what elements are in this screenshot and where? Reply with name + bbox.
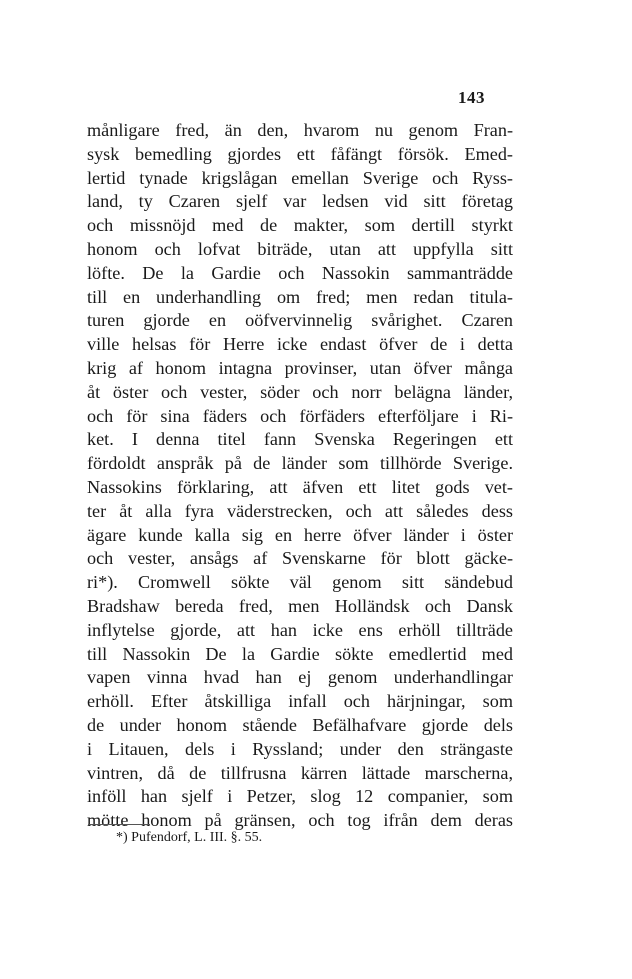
text-line: och vester, ansågs af Svenskarne för blott gäcke- xyxy=(87,548,513,569)
body-text xyxy=(87,119,513,833)
text-line: ägare kunde kalla sig en herre öfver länder i öster xyxy=(87,524,513,545)
text-line: fördoldt anspråk på de länder som tillhörde Sverige. xyxy=(87,453,513,474)
page-number: 143 xyxy=(458,88,485,107)
text-line: land, ty Czaren sjelf var ledsen vid sitt företag xyxy=(87,191,513,212)
text-line: inflytelse gjorde, att han icke ens erhöll tillträde xyxy=(87,619,513,640)
text-line: Bradshaw bereda fred, men Holländsk och Dansk xyxy=(87,595,513,616)
text-line: vapen vinna hvad han ej genom underhandlingar xyxy=(87,667,513,688)
text-line: löfte. De la Gardie och Nassokin sammanträdde xyxy=(87,262,513,283)
text-line: honom och lofvat biträde, utan att uppfylla sitt xyxy=(87,238,513,259)
text-line: mötte honom på gränsen, och tog ifrån dem deras xyxy=(87,810,513,831)
text-line: åt öster och vester, söder och norr belägna länder, xyxy=(87,381,513,402)
text-line: sysk bemedling gjordes ett fåfängt försök. Emed- xyxy=(87,143,513,164)
text-line: krig af honom intagna provinser, utan öfver många xyxy=(87,357,513,378)
text-line: månligare fred, än den, hvarom nu genom Fran- xyxy=(87,120,513,140)
text-line: ri*). Cromwell sökte väl genom sitt sändebud xyxy=(87,572,513,593)
text-line: lertid tynade krigslågan emellan Sverige och Ryss- xyxy=(87,167,513,188)
text-line: ket. I denna titel fann Svenska Regeringen ett xyxy=(87,429,513,450)
text-line: till Nassokin De la Gardie sökte emedlertid med xyxy=(87,643,513,664)
footnote: *) Pufendorf, L. III. §. 55. xyxy=(116,830,263,845)
text-line: och missnöjd med de makter, som dertill styrkt xyxy=(87,215,513,236)
text-line: turen gjorde en oöfvervinnelig svårighet. Czaren xyxy=(87,310,513,331)
text-line: och för sina fäders och förfäders efterföljare i Ri- xyxy=(87,405,513,426)
text-line: inföll han sjelf i Petzer, slog 12 companier, som xyxy=(87,786,513,807)
text-line: ter åt alla fyra väderstrecken, och att således dess xyxy=(87,500,513,521)
text-line: de under honom stående Befälhafvare gjorde dels xyxy=(87,714,513,735)
footnote-divider xyxy=(88,824,150,825)
text-line: vintren, då de tillfrusna kärren lättade marscherna, xyxy=(87,762,513,783)
text-line: till en underhandling om fred; men redan titula- xyxy=(87,286,513,307)
text-line: Nassokins förklaring, att äfven ett litet gods vet- xyxy=(87,476,513,497)
text-line: erhöll. Efter åtskilliga infall och härjningar, som xyxy=(87,691,513,712)
text-line: i Litauen, dels i Ryssland; under den strängaste xyxy=(87,738,513,759)
text-line: ville helsas för Herre icke endast öfver de i detta xyxy=(87,334,513,355)
